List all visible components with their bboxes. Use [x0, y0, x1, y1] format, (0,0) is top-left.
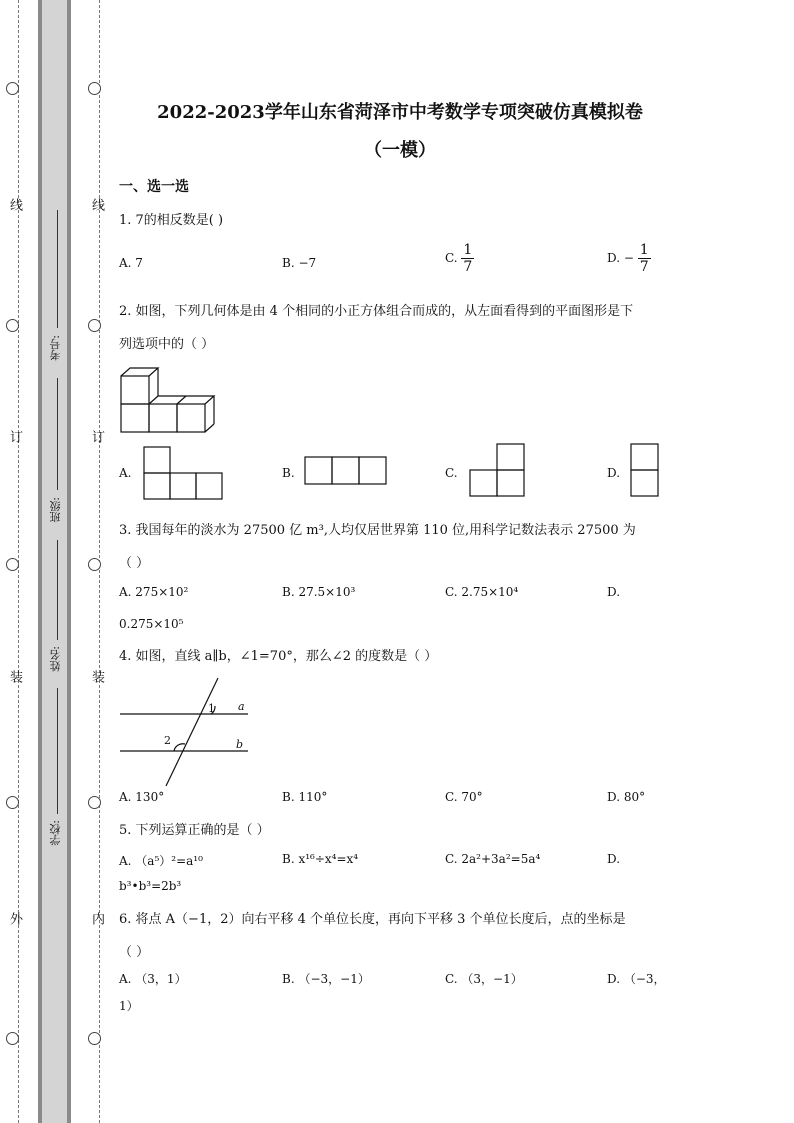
- q2-option-d-figure: [630, 443, 661, 498]
- exam-number-label: 考号:: [49, 335, 62, 361]
- q3-option-d[interactable]: D.: [607, 585, 621, 599]
- q2-option-d[interactable]: D.: [607, 466, 621, 480]
- q4-option-c[interactable]: C. 70°: [445, 790, 483, 804]
- binding-band-inner: [42, 0, 67, 1123]
- binding-hole: [88, 319, 101, 332]
- q1-option-d-prefix: D. −: [607, 251, 634, 265]
- binding-char-outer: 装: [7, 670, 22, 683]
- line-b-label: b: [236, 738, 244, 751]
- question-6-stem-line2: （ ）: [119, 945, 150, 960]
- q4-option-a[interactable]: A. 130°: [119, 790, 165, 804]
- angle-1-label: 1: [208, 702, 215, 715]
- binding-hole: [6, 558, 19, 571]
- name-label: 姓名:: [49, 646, 62, 672]
- binding-hole: [6, 319, 19, 332]
- class-field[interactable]: [57, 378, 58, 490]
- binding-char-outer: 外: [7, 912, 22, 925]
- question-3-stem-line1: 3. 我国每年的淡水为 27500 亿 m³,人均仅居世界第 110 位,用科学记数法表示 27500 为: [119, 523, 636, 538]
- binding-char-inner: 内: [89, 912, 104, 925]
- q3-option-c[interactable]: C. 2.75×10⁴: [445, 585, 519, 599]
- school-label: 学校:: [49, 820, 62, 846]
- binding-char-inner: 线: [89, 198, 104, 211]
- fraction-numerator: 1: [463, 242, 473, 258]
- question-2-stem-line1: 2. 如图，下列几何体是由 4 个相同的小正方体组合而成的，从左面看得到的平面图形是下: [119, 304, 634, 319]
- q1-option-c-prefix: C.: [445, 251, 458, 265]
- angle-2-label: 2: [164, 734, 171, 747]
- q4-option-d[interactable]: D. 80°: [607, 790, 646, 804]
- q6-option-a[interactable]: A. （3，1）: [119, 972, 187, 986]
- q6-option-c[interactable]: C. （3，−1）: [445, 972, 523, 986]
- school-field[interactable]: [57, 688, 58, 814]
- q2-option-b[interactable]: B.: [282, 466, 295, 480]
- question-4-stem: 4. 如图，直线 a∥b，∠1=70°，那么∠2 的度数是（ ）: [119, 649, 438, 664]
- binding-hole: [88, 796, 101, 809]
- q3-option-a[interactable]: A. 275×10²: [119, 585, 189, 599]
- q1-option-c-fraction: [461, 242, 474, 275]
- cube-solid-figure: [118, 366, 218, 436]
- line-a-label: a: [238, 700, 245, 713]
- binding-char-outer: 订: [7, 430, 22, 443]
- name-field[interactable]: [57, 540, 58, 640]
- q5-option-d-continued: b³•b³=2b³: [119, 879, 182, 893]
- q5-option-c[interactable]: C. 2a²+3a²=5a⁴: [445, 852, 541, 866]
- q3-option-b[interactable]: B. 27.5×10³: [282, 585, 356, 599]
- q5-option-d[interactable]: D.: [607, 852, 621, 866]
- q1-option-d[interactable]: [607, 242, 651, 275]
- q1-option-b[interactable]: B. −7: [282, 256, 317, 270]
- q1-option-c[interactable]: [445, 242, 474, 275]
- question-1-stem: 1. 7的相反数是( ): [119, 213, 224, 228]
- fraction-numerator: 1: [639, 242, 649, 258]
- section-heading: 一、选一选: [119, 179, 189, 195]
- binding-hole: [6, 1032, 19, 1045]
- q2-option-c-figure: [469, 443, 527, 497]
- binding-char-outer: 线: [7, 198, 22, 211]
- binding-hole: [6, 796, 19, 809]
- fraction-denominator: 7: [463, 259, 473, 275]
- binding-hole: [6, 82, 19, 95]
- q2-option-b-figure: [304, 456, 388, 486]
- q2-option-a-figure: [143, 446, 227, 500]
- question-5-stem: 5. 下列运算正确的是（ ）: [119, 823, 270, 838]
- exam-number-field[interactable]: [57, 210, 58, 328]
- q1-option-d-fraction: [638, 242, 651, 275]
- question-2-stem-line2: 列选项中的（ ）: [119, 337, 215, 352]
- parallel-lines-figure: [118, 676, 252, 788]
- q2-option-c[interactable]: C.: [445, 466, 458, 480]
- question-3-stem-line2: （ ）: [119, 556, 150, 571]
- class-label: 班级:: [49, 497, 62, 523]
- binding-hole: [88, 1032, 101, 1045]
- q5-option-b[interactable]: B. x¹⁶÷x⁴=x⁴: [282, 852, 359, 866]
- q6-option-d-continued: 1）: [119, 999, 139, 1013]
- question-6-stem-line1: 6. 将点 A（−1，2）向右平移 4 个单位长度，再向下平移 3 个单位长度后，点的坐标是: [119, 912, 626, 927]
- q1-option-a[interactable]: A. 7: [119, 256, 143, 270]
- binding-char-inner: 装: [89, 670, 104, 683]
- binding-hole: [88, 558, 101, 571]
- page-subtitle: （一模）: [364, 140, 436, 161]
- binding-char-inner: 订: [89, 430, 104, 443]
- q3-option-d-continued: 0.275×10⁵: [119, 617, 184, 631]
- binding-hole: [88, 82, 101, 95]
- q5-option-a[interactable]: A. （a⁵）²=a¹⁰: [119, 854, 203, 868]
- q4-option-b[interactable]: B. 110°: [282, 790, 328, 804]
- q6-option-b[interactable]: B. （−3，−1）: [282, 972, 370, 986]
- q6-option-d[interactable]: D. （−3，: [607, 972, 666, 986]
- fraction-denominator: 7: [639, 259, 649, 275]
- page-title: 2022-2023学年山东省菏泽市中考数学专项突破仿真模拟卷: [157, 102, 643, 123]
- q2-option-a[interactable]: A.: [119, 466, 132, 480]
